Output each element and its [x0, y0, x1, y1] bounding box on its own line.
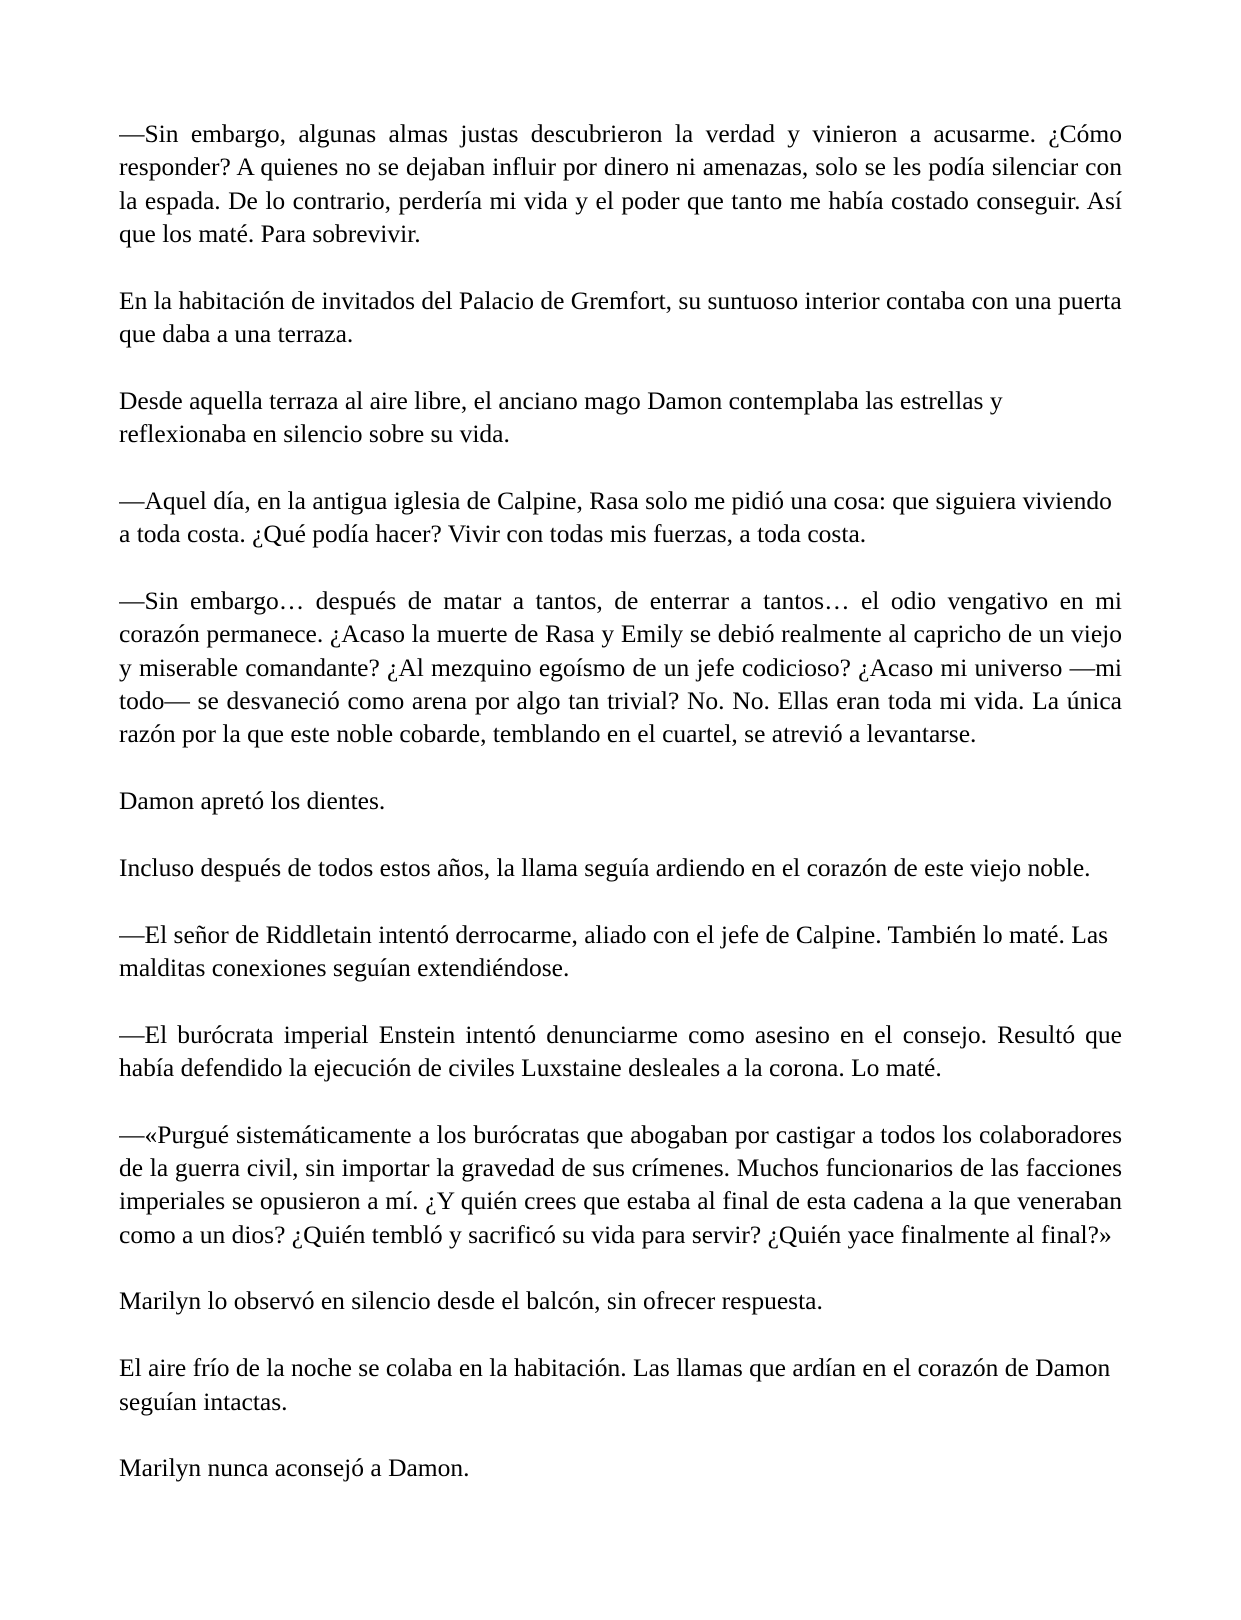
- paragraph-4: —Aquel día, en la antigua iglesia de Calpine, Rasa solo me pidió una cosa: que siguiera viviendo a toda costa. ¿Qué podía hacer? Vivir con todas mis fuerzas, a toda costa.: [119, 485, 1112, 549]
- paragraph-1: —Sin embargo, algunas almas justas descubrieron la verdad y vinieron a acusarme. ¿Cómo responder? A quienes no se dejaban influir por dinero ni amenazas, solo se les podía silenciar con la espada. De lo contrario, perdería mi vida y el poder que tanto me había costado conseguir. Así que los maté. Para sobrevivir.: [119, 119, 1122, 248]
- paragraph-5: —Sin embargo… después de matar a tantos, de enterrar a tantos… el odio vengativo en mi corazón permanece. ¿Acaso la muerte de Rasa y Emily se debió realmente al capricho de un viejo y miserable comandante? ¿Al mezquino egoísmo de un jefe codicioso? ¿Acaso mi universo —mi todo— se desvaneció como arena por algo tan trivial? No. No. Ellas eran toda mi vida. La única razón por la que este noble cobarde, temblando en el cuartel, se atrevió a levantarse.: [119, 585, 1122, 749]
- document-page: [119, 117, 1122, 1620]
- paragraph-2: En la habitación de invitados del Palacio de Gremfort, su suntuoso interior contaba con una puerta que daba a una terraza.: [119, 285, 1122, 348]
- paragraph-9: —El burócrata imperial Enstein intentó denunciarme como asesino en el consejo. Resultó que había defendido la ejecución de civiles Luxstaine desleales a la corona. Lo maté.: [119, 1019, 1122, 1082]
- paragraph-10: —«Purgué sistemáticamente a los burócratas que abogaban por castigar a todos los colaboradores de la guerra civil, sin importar la gravedad de sus crímenes. Muchos funcionarios de las facciones imperiales se opusieron a mí. ¿Y quién crees que estaba al final de esta cadena a la que veneraban como a un dios? ¿Quién tembló y sacrificó su vida para servir? ¿Quién yace finalmente al final?»: [119, 1119, 1122, 1249]
- paragraph-13: Marilyn nunca aconsejó a Damon.: [119, 1453, 470, 1483]
- paragraph-7: Incluso después de todos estos años, la llama seguía ardiendo en el corazón de este viejo noble.: [119, 852, 1091, 882]
- paragraph-8: —El señor de Riddletain intentó derrocarme, aliado con el jefe de Calpine. También lo maté. Las malditas conexiones seguían extendiéndose.: [119, 919, 1109, 982]
- paragraph-11: Marilyn lo observó en silencio desde el balcón, sin ofrecer respuesta.: [119, 1286, 823, 1316]
- paragraph-6: Damon apretó los dientes.: [119, 785, 386, 815]
- paragraph-3: Desde aquella terraza al aire libre, el anciano mago Damon contemplaba las estrellas y reflexionaba en silencio sobre su vida.: [119, 385, 1003, 449]
- paragraph-12: El aire frío de la noche se colaba en la habitación. Las llamas que ardían en el corazón de Damon seguían intactas.: [119, 1353, 1111, 1416]
